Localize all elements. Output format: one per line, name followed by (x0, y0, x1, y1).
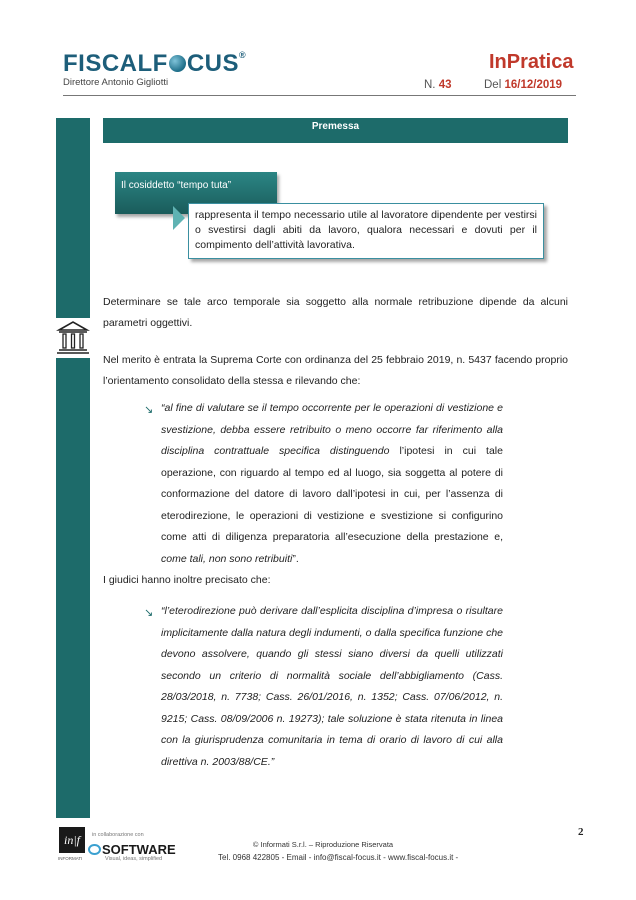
quote-1-part-c: come tali, non sono retribuiti (161, 552, 293, 565)
quote-2: “l’eterodirezione può derivare dall’esplicita disciplina d’impresa o risultare implicitamente dalla natura degli indumenti, o dalla specifica funzione che devono assolvere, quando gli stessi siano diversi da quelli utilizzati secondo un criterio di normalità sociale dell’abbigliamento (Cass. 28/03/2018, n. 7738; Cass. 26/01/2016, n. 1352; Cass. 07/06/2012, n. 9215; Cass. 08/09/2006 n. 19273); tale soluzione è stata ritenuta in linea con la giurisprudenza comunitaria in tema di orario di lavoro di cui alla direttiva n. 2003/88/CE.” (161, 605, 503, 768)
issue-label: N. (424, 79, 436, 91)
quote-1-part-d: ”. (292, 552, 299, 565)
date-label: Del (484, 79, 502, 91)
informati-logo: in|f (59, 827, 85, 853)
fiscalfocus-logo: FISCALF CUS® (63, 50, 247, 77)
logo-prefix: FISCAL (63, 50, 153, 77)
quote-1 (161, 398, 503, 570)
arrow-down-right-icon: ↘ (144, 607, 154, 619)
logo-reg: ® (239, 50, 247, 60)
courthouse-icon (56, 319, 90, 357)
software-logo-sub: Visual, ideas, simplified (105, 856, 163, 862)
quote-1-part-a: “al fine di valutare se il tempo occorrente per le operazioni di vestizione e svestizione, debba essere retribuito o meno occorre far riferimento alla disciplina contrattuale specifica distinguendo (161, 402, 503, 457)
contact-info: Tel. 0968 422805 - Email - info@fiscal-focus.it - www.fiscal-focus.it - (218, 853, 459, 862)
software-logo-text: SOFTWARE (102, 842, 176, 857)
paragraph-3: I giudici hanno inoltre precisato che: (103, 574, 271, 586)
software-logo-icon (88, 844, 101, 855)
issue-date (484, 79, 562, 91)
director-line: Direttore Antonio Gigliotti (63, 77, 169, 88)
quote-1-part-b: l’ipotesi in cui tale operazione, con riguardo al tempo ed al luogo, sia soggetta al potere di conformazione del datore di lavoro dall’ipotesi in cui, per l’assenza di eterodirezione, le operazioni di vestizione e svestizione si configurino come atti di diligenza preparatoria all’esecuzione della prestazione e, (161, 445, 503, 543)
paragraph-2: Nel merito è entrata la Suprema Corte con ordinanza del 25 febbraio 2019, n. 5437 facendo proprio l’orientamento consolidato della stessa e rilevando che: (103, 354, 568, 387)
callout-title: Il cosiddetto “tempo tuta” (115, 172, 277, 214)
arrow-down-right-icon: ↘ (144, 404, 154, 416)
issue-value: 43 (438, 79, 452, 91)
globe-icon (169, 55, 186, 72)
paragraph-1: Determinare se tale arco temporale sia soggetto alla normale retribuzione dipende da alcuni parametri oggettivi. (103, 296, 568, 329)
informati-logo-sub: INFORMATI (58, 856, 83, 861)
software-logo (88, 842, 176, 857)
header-divider (63, 95, 576, 96)
logo-suffix: CUS (186, 50, 240, 77)
section-title-bar: Premessa (103, 118, 568, 143)
copyright: © Informati S.r.l. – Riproduzione Riservata (252, 840, 394, 849)
page-number: 2 (578, 826, 584, 838)
issue-number (424, 79, 452, 91)
callout-definition: rappresenta il tempo necessario utile al lavoratore dipendente per vestirsi o svestirsi dagli abiti da lavoro, qualora necessari e dovuti per il compimento dell’attività lavorativa. (188, 203, 544, 259)
left-sidebar-bar (56, 118, 90, 818)
date-value: 16/12/2019 (504, 79, 563, 91)
callout-arrow-icon (173, 206, 185, 230)
collaboration-tagline: in collaborazione con (92, 832, 144, 838)
brand-title: InPratica (489, 51, 574, 73)
